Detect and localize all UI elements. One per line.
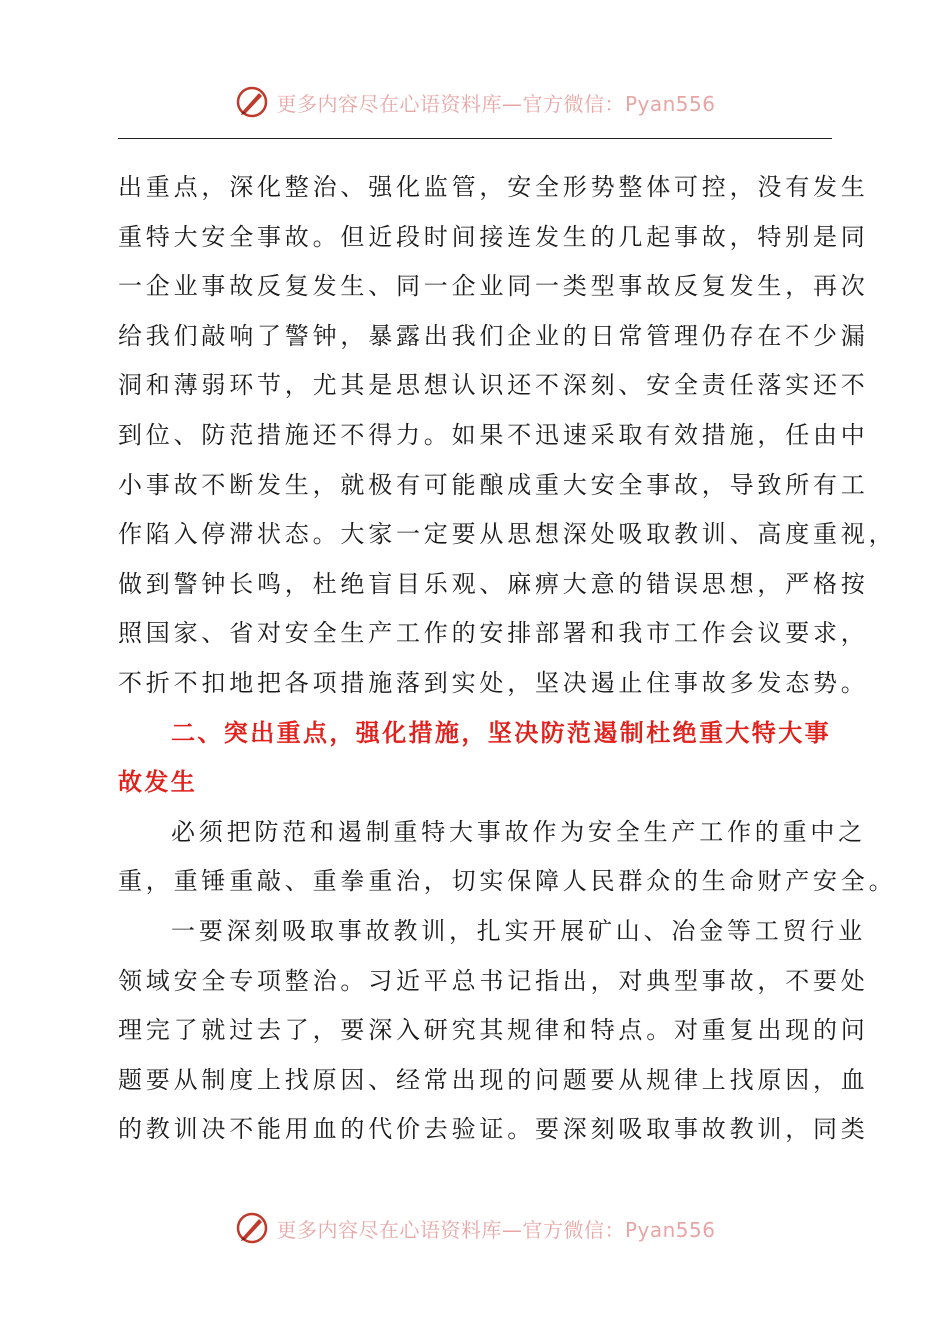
paragraph-line: 重，重锤重敲、重拳重治，切实保障人民群众的生命财产安全。 bbox=[118, 867, 897, 896]
body-line: 重特大安全事故。但近段时间接连发生的几起事故，特别是同 bbox=[118, 222, 869, 251]
paragraph-line: 的教训决不能用血的代价去验证。要深刻吸取事故教训，同类 bbox=[118, 1115, 869, 1144]
body-line: 给我们敲响了警钟，暴露出我们企业的日常管理仍存在不少漏 bbox=[118, 321, 869, 350]
header-banner-text: 更多内容尽在心语资料库—官方微信：Pyan556 bbox=[276, 91, 716, 116]
paragraph-line: 一要深刻吸取事故教训，扎实开展矿山、冶金等工贸行业 bbox=[171, 916, 866, 945]
body-line: 到位、防范措施还不得力。如果不迅速采取有效措施，任由中 bbox=[118, 420, 869, 449]
body-line: 小事故不断发生，就极有可能酿成重大安全事故，导致所有工 bbox=[118, 470, 869, 499]
body-line: 一企业事故反复发生、同一企业同一类型事故反复发生，再次 bbox=[118, 272, 869, 301]
footer-banner-text: 更多内容尽在心语资料库—官方微信：Pyan556 bbox=[276, 1217, 716, 1242]
document-body bbox=[118, 163, 897, 1155]
section-heading: 二、突出重点，强化措施，坚决防范遏制杜绝重大特大事 bbox=[171, 718, 831, 747]
body-line: 不折不扣地把各项措施落到实处，坚决遏止住事故多发态势。 bbox=[118, 668, 869, 697]
body-line: 做到警钟长鸣，杜绝盲目乐观、麻痹大意的错误思想，严格按 bbox=[118, 569, 869, 598]
header-banner bbox=[0, 82, 950, 122]
pen-logo-icon bbox=[234, 1210, 270, 1246]
body-line: 作陷入停滞状态。大家一定要从思想深处吸取教训、高度重视， bbox=[118, 520, 897, 549]
paragraph-line: 必须把防范和遏制重特大事故作为安全生产工作的重中之 bbox=[171, 817, 866, 846]
section-heading-continued: 故发生 bbox=[118, 768, 198, 797]
footer-banner bbox=[0, 1208, 950, 1248]
body-line: 洞和薄弱环节，尤其是思想认识还不深刻、安全责任落实还不 bbox=[118, 371, 869, 400]
body-line: 照国家、省对安全生产工作的安排部署和我市工作会议要求， bbox=[118, 619, 869, 648]
paragraph-line: 领域安全专项整治。习近平总书记指出，对典型事故，不要处 bbox=[118, 966, 869, 995]
pen-logo-icon bbox=[234, 84, 270, 120]
paragraph-line: 题要从制度上找原因、经常出现的问题要从规律上找原因，血 bbox=[118, 1065, 869, 1094]
paragraph-line: 理完了就过去了，要深入研究其规律和特点。对重复出现的问 bbox=[118, 1016, 869, 1045]
header-divider bbox=[118, 138, 832, 139]
body-line: 出重点，深化整治、强化监管，安全形势整体可控，没有发生 bbox=[118, 173, 869, 201]
